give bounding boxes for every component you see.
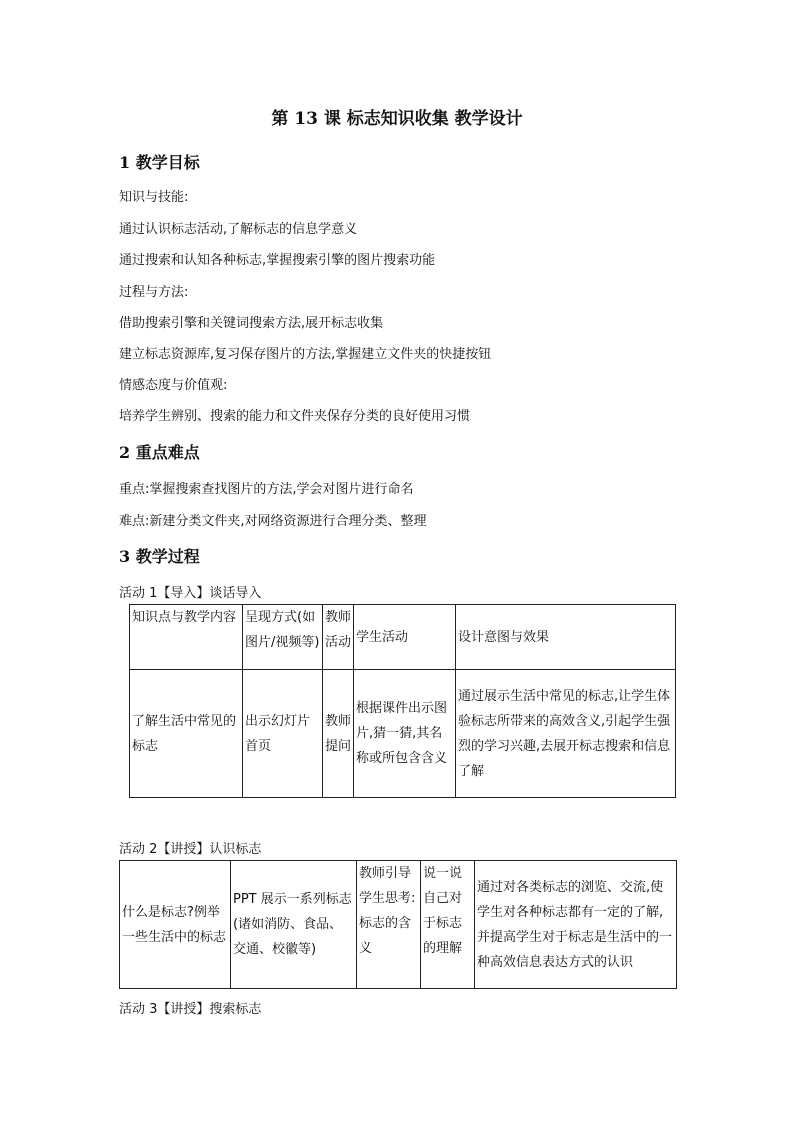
keypoint-line: 重点:掌握搜索查找图片的方法,学会对图片进行命名 xyxy=(119,482,414,497)
table-cell: PPT 展示一系列标志(诸如消防、食品、交通、校徽等) xyxy=(231,861,357,989)
document-title: 第 13 课 标志知识收集 教学设计 xyxy=(271,109,523,129)
section-heading-process: 3 教学过程 xyxy=(119,547,200,566)
goal-line: 通过认识标志活动,了解标志的信息学意义 xyxy=(119,222,358,237)
table-cell: 说一说自己对于标志的理解 xyxy=(421,861,475,989)
table-cell: 出示幻灯片首页 xyxy=(243,670,323,798)
goal-line: 通过搜索和认知各种标志,掌握搜索引擎的图片搜索功能 xyxy=(119,253,436,268)
table-cell: 了解生活中常见的标志 xyxy=(130,670,243,798)
section-heading-keypoints: 2 重点难点 xyxy=(119,443,200,462)
table-cell: 教师提问 xyxy=(323,670,354,798)
table-header-cell: 教师活动 xyxy=(323,605,354,670)
table-header-row xyxy=(130,605,676,670)
table-row xyxy=(120,861,677,989)
table-cell: 通过对各类标志的浏览、交流,使学生对各种标志都有一定的了解,并提高学生对于标志是生活中的一种高效信息表达方式的认识 xyxy=(475,861,677,989)
goal-line: 培养学生辨别、搜索的能力和文件夹保存分类的良好使用习惯 xyxy=(119,409,471,424)
activity-2-table xyxy=(119,860,677,989)
goal-line: 知识与技能: xyxy=(119,190,189,205)
table-header-cell: 学生活动 xyxy=(354,605,456,670)
goal-line: 建立标志资源库,复习保存图片的方法,掌握建立文件夹的快捷按钮 xyxy=(119,347,492,362)
table-header-cell: 设计意图与效果 xyxy=(456,605,676,670)
goal-line: 过程与方法: xyxy=(119,285,189,300)
activity-2-label: 活动 2【讲授】认识标志 xyxy=(119,842,262,857)
activity-1-table xyxy=(129,604,676,798)
table-cell: 什么是标志?例举一些生活中的标志 xyxy=(120,861,231,989)
activity-3-label: 活动 3【讲授】搜索标志 xyxy=(119,1002,262,1017)
table-cell: 根据课件出示图片,猜一猜,其名称或所包含含义 xyxy=(354,670,456,798)
table-row xyxy=(130,670,676,798)
keypoint-line: 难点:新建分类文件夹,对网络资源进行合理分类、整理 xyxy=(119,514,427,529)
goal-line: 借助搜索引擎和关键词搜索方法,展开标志收集 xyxy=(119,316,384,331)
section-heading-goals: 1 教学目标 xyxy=(119,153,200,172)
table-header-cell: 呈现方式(如图片/视频等) xyxy=(243,605,323,670)
goal-line: 情感态度与价值观: xyxy=(119,378,228,393)
table-cell: 教师引导学生思考:标志的含义 xyxy=(357,861,421,989)
table-header-cell: 知识点与教学内容 xyxy=(130,605,243,670)
table-cell: 通过展示生活中常见的标志,让学生体验标志所带来的高效含义,引起学生强烈的学习兴趣,去展开标志搜索和信息了解 xyxy=(456,670,676,798)
activity-1-label: 活动 1【导入】谈话导入 xyxy=(119,586,262,601)
